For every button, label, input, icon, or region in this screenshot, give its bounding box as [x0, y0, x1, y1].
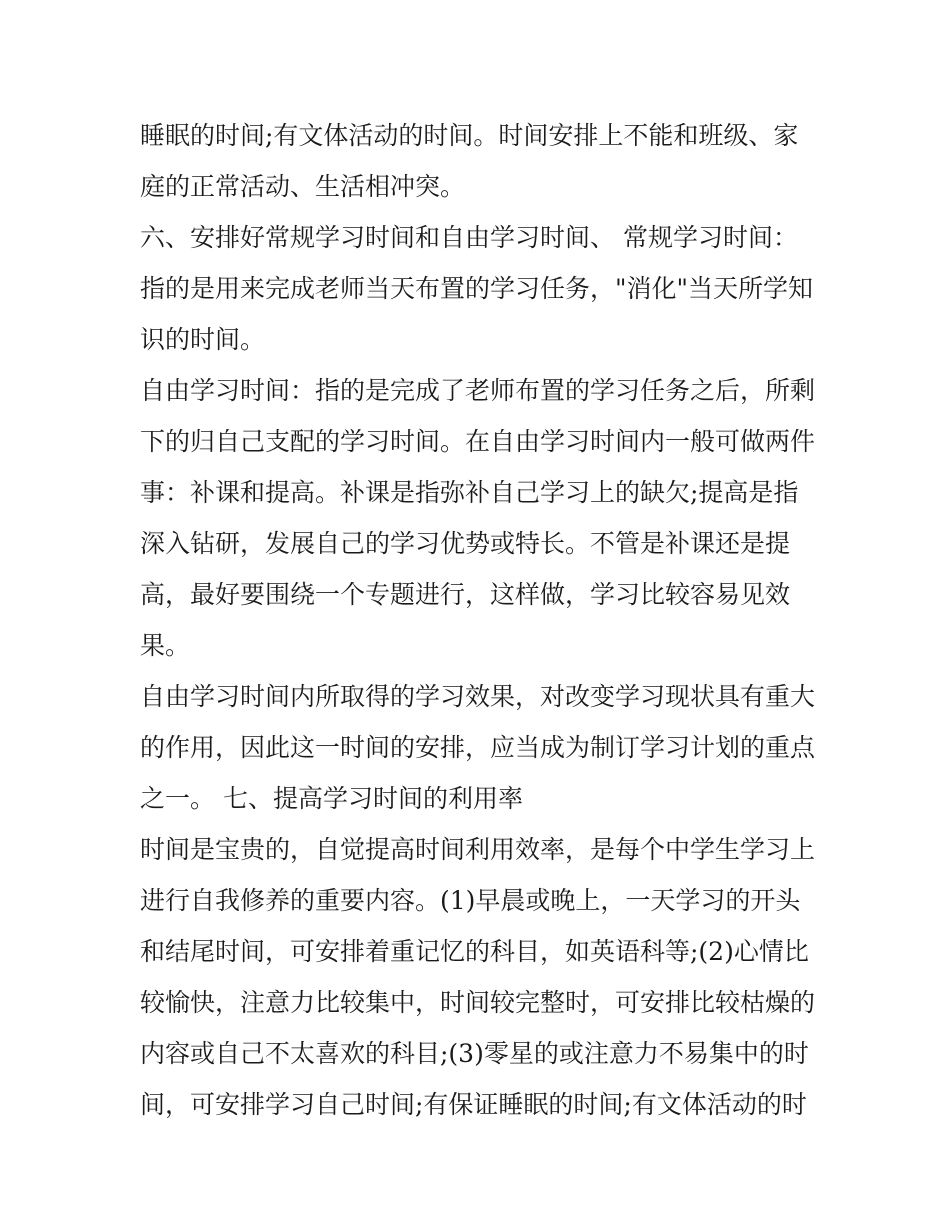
text-line: 内容或自己不太喜欢的科目;(3)零星的或注意力不易集中的时	[140, 1039, 809, 1068]
text-line: 识的时间。	[140, 325, 266, 354]
text-line: 六、安排好常规学习时间和自由学习时间、 常规学习时间：	[140, 223, 798, 252]
text-line: 指的是用来完成老师当天布置的学习任务，"消化"当天所学知	[140, 274, 814, 303]
text-line: 深入钻研，发展自己的学习优势或特长。不管是补课还是提	[140, 529, 791, 558]
text-line: 自由学习时间内所取得的学习效果，对改变学习现状具有重大	[140, 682, 816, 711]
text-line: 和结尾时间，可安排着重记忆的科目，如英语科等;(2)心情比	[140, 937, 809, 966]
text-line: 的作用，因此这一时间的安排，应当成为制订学习计划的重点	[140, 733, 816, 762]
text-line: 间，可安排学习自己时间;有保证睡眠的时间;有文体活动的时	[140, 1090, 807, 1119]
text-line: 庭的正常活动、生活相冲突。	[140, 172, 466, 201]
text-line: 高，最好要围绕一个专题进行，这样做，学习比较容易见效	[140, 580, 791, 609]
text-line: 睡眠的时间;有文体活动的时间。时间安排上不能和班级、家	[140, 121, 799, 150]
text-line: 果。	[140, 631, 191, 660]
body-text	[140, 110, 820, 1130]
text-line: 进行自我修养的重要内容。(1)早晨或晚上，一天学习的开头	[140, 886, 801, 915]
text-line: 之一。 七、提高学习时间的利用率	[140, 784, 523, 813]
text-line: 较愉快，注意力比较集中，时间较完整时，可安排比较枯燥的	[140, 988, 816, 1017]
text-line: 下的归自己支配的学习时间。在自由学习时间内一般可做两件	[140, 427, 816, 456]
text-line: 时间是宝贵的，自觉提高时间利用效率，是每个中学生学习上	[140, 835, 816, 864]
text-line: 事：补课和提高。补课是指弥补自己学习上的缺欠;提高是指	[140, 478, 799, 507]
text-line: 自由学习时间：指的是完成了老师布置的学习任务之后，所剩	[140, 376, 816, 405]
